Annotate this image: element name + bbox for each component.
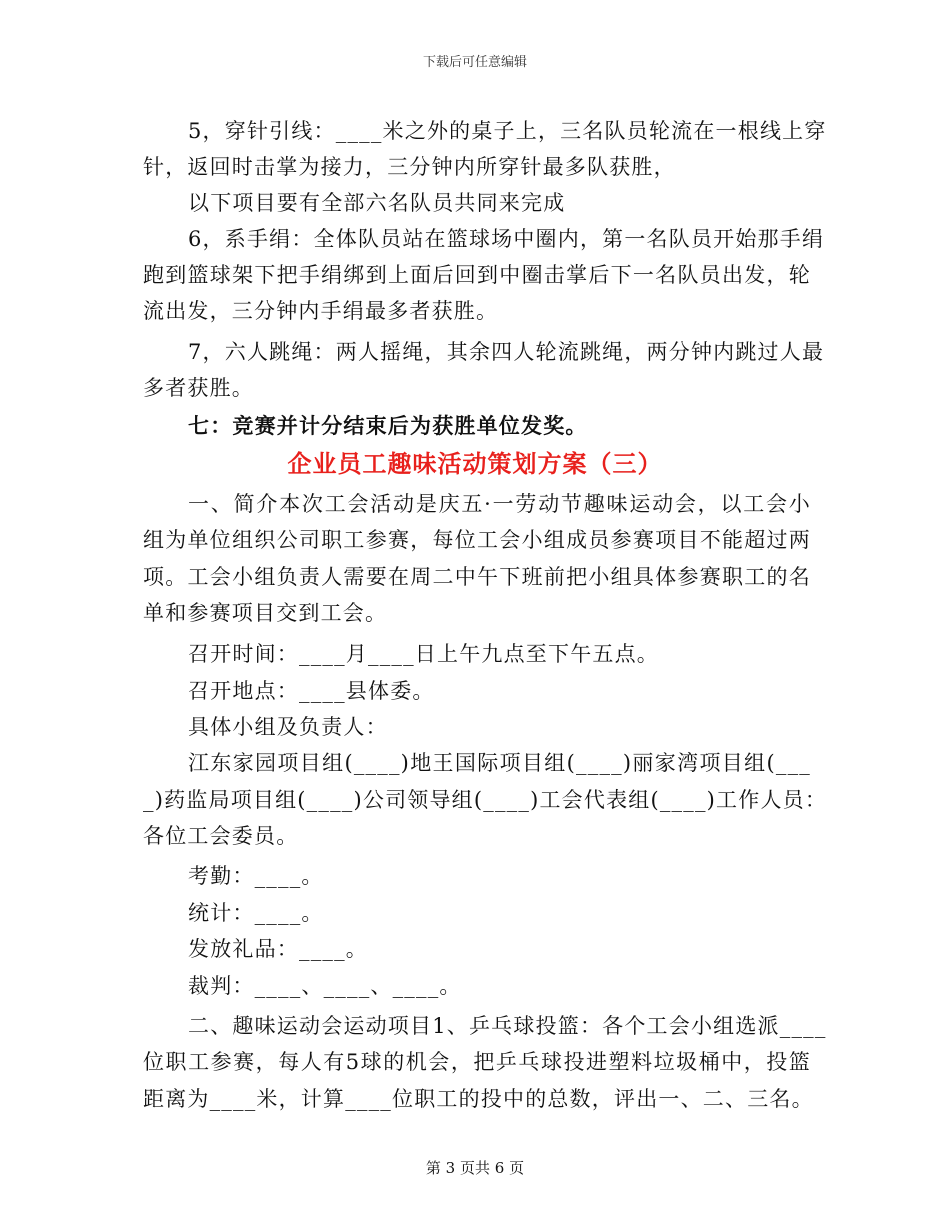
paragraph-line: 针，返回时击掌为接力，三分钟内所穿针最多队获胜， bbox=[143, 155, 676, 179]
paragraph-line: _)药监局项目组(____)公司领导组(____)工会代表组(____)工作人员： bbox=[143, 788, 828, 812]
page-header: 下载后可任意编辑 bbox=[422, 55, 527, 70]
section-heading: 七：竞赛并计分结束后为获胜单位发奖。 bbox=[188, 413, 588, 438]
paragraph-line: 跑到篮球架下把手绢绑到上面后回到中圈击掌后下一名队员出发，轮 bbox=[143, 263, 811, 287]
paragraph-line: 召开地点：____县体委。 bbox=[188, 679, 435, 703]
paragraph-line: 具体小组及负责人： bbox=[188, 715, 388, 739]
paragraph-line: 5，穿针引线：____米之外的桌子上，三名队员轮流在一根线上穿 bbox=[188, 119, 827, 143]
paragraph-line: 项。工会小组负责人需要在周二中午下班前把小组具体参赛职工的名 bbox=[143, 565, 811, 589]
paragraph-line: 单和参赛项目交到工会。 bbox=[143, 601, 388, 625]
paragraph-line: 流出发，三分钟内手绢最多者获胜。 bbox=[143, 299, 499, 323]
document-title: 企业员工趣味活动策划方案（三） bbox=[287, 449, 663, 478]
paragraph-line: 江东家园项目组(____)地王国际项目组(____)丽家湾项目组(___ bbox=[188, 751, 811, 775]
paragraph-line: 各位工会委员。 bbox=[143, 824, 299, 848]
paragraph-line: 多者获胜。 bbox=[143, 376, 254, 400]
page-footer: 第 3 页共 6 页 bbox=[425, 1159, 525, 1177]
paragraph-line: 统计：____。 bbox=[188, 901, 324, 925]
paragraph-line: 二、趣味运动会运动项目1、乒乓球投篮：各个工会小组选派____ bbox=[188, 1014, 827, 1038]
paragraph-line: 距离为____米，计算____位职工的投中的总数，评出一、二、三名。 bbox=[143, 1087, 814, 1111]
paragraph-line: 位职工参赛，每人有5球的机会，把乒乓球投进塑料垃圾桶中，投篮 bbox=[143, 1050, 811, 1074]
paragraph-line: 裁判：____、____、____。 bbox=[188, 974, 462, 998]
paragraph-line: 考勤：____。 bbox=[188, 864, 324, 888]
paragraph-line: 召开时间：____月____日上午九点至下午五点。 bbox=[188, 642, 659, 666]
paragraph-line: 发放礼品：____。 bbox=[188, 937, 368, 961]
paragraph-line: 一、简介本次工会活动是庆五·一劳动节趣味运动会，以工会小 bbox=[188, 492, 811, 516]
paragraph-line: 组为单位组织公司职工参赛，每位工会小组成员参赛项目不能超过两 bbox=[143, 528, 811, 552]
paragraph-line: 6，系手绢：全体队员站在篮球场中圈内，第一名队员开始那手绢 bbox=[188, 227, 825, 251]
paragraph-line: 以下项目要有全部六名队员共同来完成 bbox=[188, 191, 566, 215]
paragraph-line: 7，六人跳绳：两人摇绳，其余四人轮流跳绳，两分钟内跳过人最 bbox=[188, 340, 825, 364]
